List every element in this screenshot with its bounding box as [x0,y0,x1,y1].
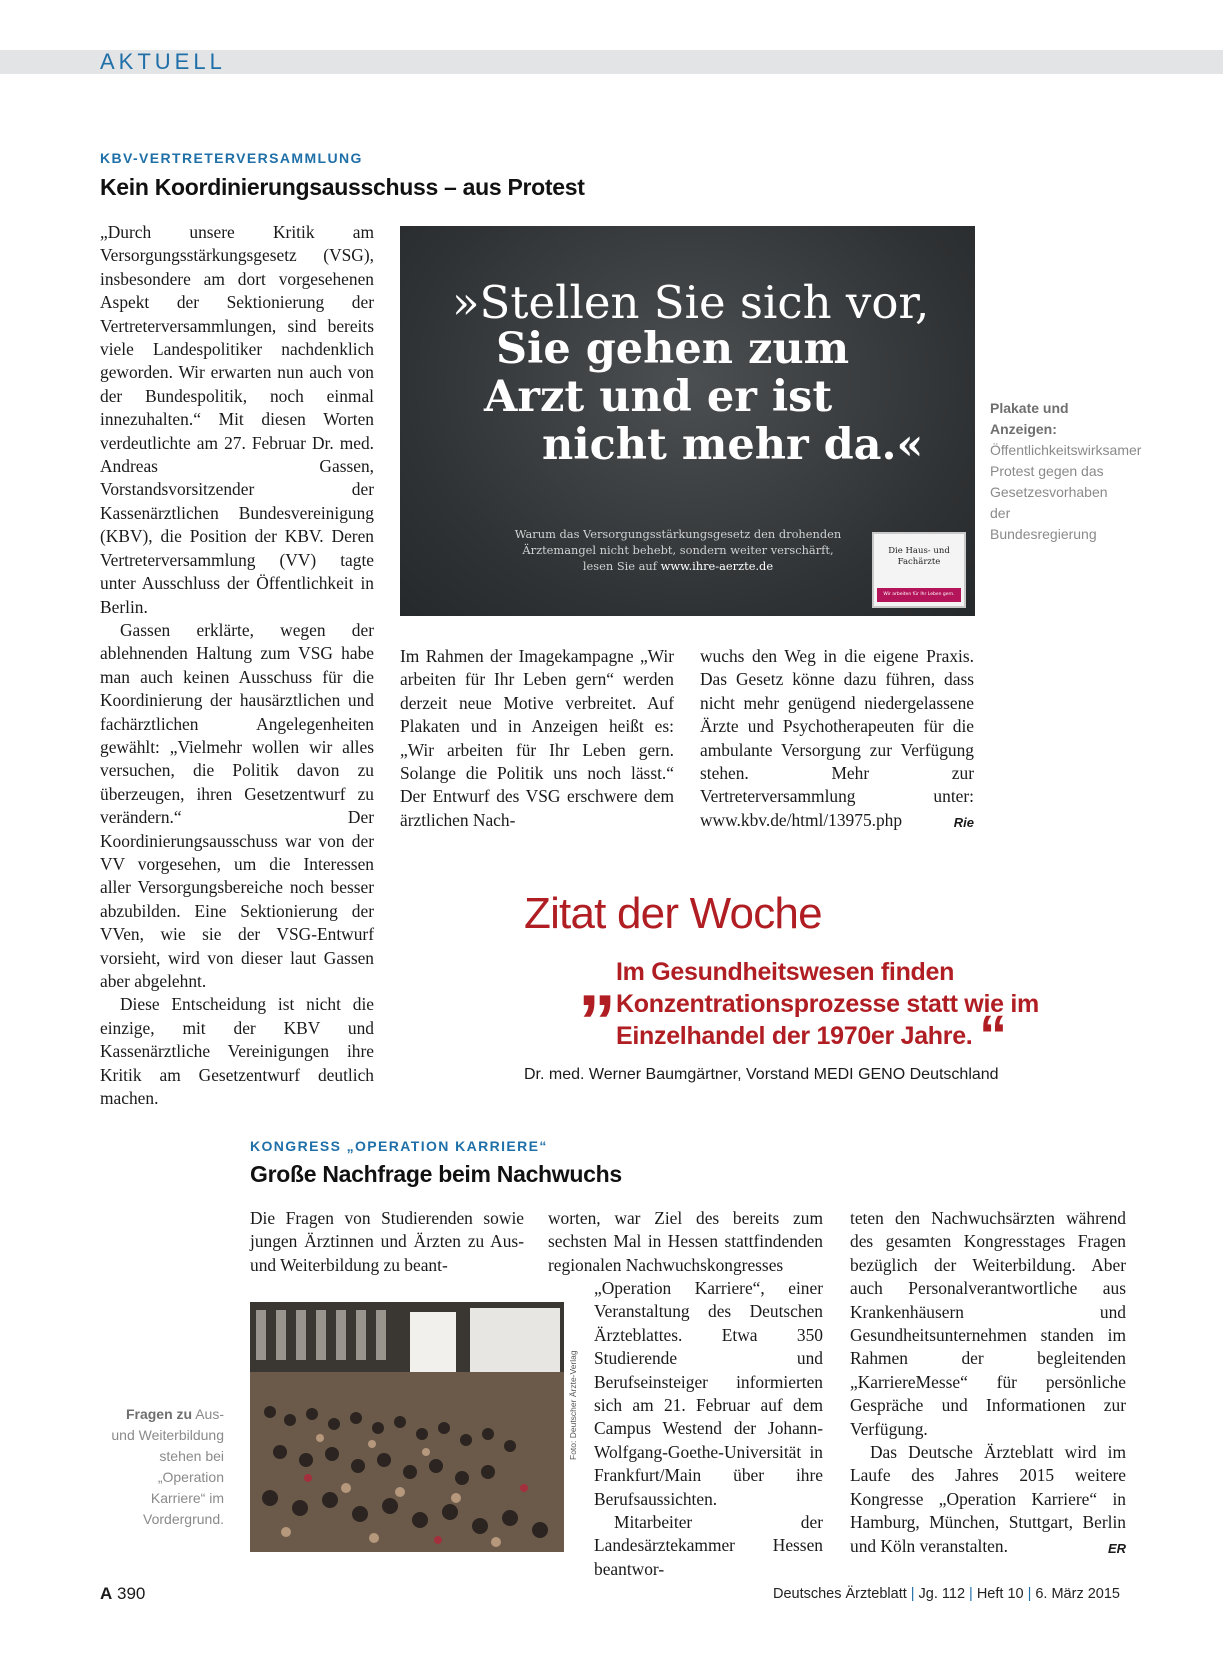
article1-column-1 [100,221,374,1110]
quote-text-body: Im Gesundheitswesen finden Konzentrationsprozesse statt wie im Einzelhandel der 1970er Jahre. [616,958,1039,1050]
article2-paragraph: „Operation Karriere“, einer Veranstaltung des Deutschen Ärzteblattes. Etwa 350 Studierende und Berufseinsteiger informierten sich am 21. Februar auf dem Campus Westend der Johann-Wolfgang-Goethe-Universität in Frankfurt/Main über ihre Berufsaussichten. [594,1278,823,1509]
poster-caption [990,398,1142,545]
article2-column-3 [850,1207,1126,1560]
article2-column-2-top [548,1207,823,1277]
caption-text: Öffentlichkeitswirksamer Protest gegen das Gesetzesvorhaben der Bundesregierung [990,442,1142,542]
section-label: AKTUELL [100,49,226,74]
page-number [100,1584,145,1604]
page-prefix: A [100,1584,113,1603]
footer-date: 6. März 2015 [1035,1586,1120,1602]
article1-paragraph [700,645,974,832]
quote-text [616,956,1076,1066]
poster-headline-line: Sie gehen zum [496,324,850,374]
article1-paragraph: Im Rahmen der Imagekampagne „Wir arbeiten für Ihr Leben gern“ werden derzeit neue Motive verbreitet. Auf Plakaten und in Anzeigen heißt es: „Wir arbeiten für Ihr Leben gern. Solange die Politik uns noch lässt.“ Der Entwurf des VSG erschwere dem ärztlichen Nach- [400,646,674,830]
poster-badge-line: Fachärzte [897,557,941,567]
article1-paragraph-text: wuchs den Weg in die eigene Praxis. Das Gesetz könne dazu führen, dass nicht mehr genügend niedergelassene Ärzte und Psychotherapeuten für die ambulante Versorgung zur Verfügung stehen. Mehr zur Vertreterversammlung unter: www.kbv.de/html/13975.php [700,646,974,830]
poster-badge-line: Die Haus- und [888,546,950,556]
congress-photo-caption [100,1404,224,1530]
poster-subtext-line: Warum das Versorgungsstärkungsgesetz den drohenden [514,527,842,541]
article2-column-1 [250,1207,524,1277]
poster-subtext-line: Ärztemangel nicht behebt, sondern weiter verschärft, [522,543,834,557]
caption-lead: Fragen zu [125,1406,193,1422]
article2-kicker: KONGRESS „OPERATION KARRIERE“ [250,1138,548,1154]
footer-separator: | [1027,1586,1032,1602]
quote-open-mark: „ [578,937,616,1022]
poster-url: www.ihre-aerzte.de [660,559,774,573]
article1-paragraph: Diese Entscheidung ist nicht die einzige, mit der KBV und Kassenärztliche Vereinigungen ihre Kritik am Gesetzentwurf deutlich machen. [100,994,374,1109]
poster-badge-title [874,546,964,568]
photo-credit: Foto: Deutscher Ärzte-Verlag [568,1350,578,1460]
poster-subtext-lead: lesen Sie auf [582,559,661,573]
campaign-poster [400,226,975,616]
footer-volume: Jg. 112 [918,1586,966,1602]
congress-photo-illustration [250,1302,564,1552]
article2-headline: Große Nachfrage beim Nachwuchs [250,1161,622,1187]
poster-badge-slogan: Wir arbeiten für Ihr Leben gern. [877,588,961,602]
article1-signature: Rie [953,814,974,830]
quote-title: Zitat der Woche [524,889,822,938]
article1-column-2 [400,645,674,832]
congress-photo [250,1302,564,1552]
footer-separator: | [969,1586,973,1602]
poster-logo-badge [872,532,966,608]
footer-meta [773,1586,1120,1602]
article2-paragraph: Mitarbeiter der Landesärztekammer Hessen beantwor- [594,1512,823,1579]
article1-paragraph: Gassen erklärte, wegen der ablehnenden Haltung zum VSG habe man auch keinen Ausschuss für die Koordinierung der hausärztlichen und fachärztlichen Angelegenheiten gewählt: „Vielmehr wollen wir alles versuchen, die Politik davon zu überzeugen, ihren Gesetzentwurf zu verändern.“ Der Koordinierungsausschuss war von der VV vorgesehen, um die Interessen aller Versorgungsbereiche noch besser abzubilden. Eine Sektionierung der VVen, wie sie der VSG-Entwurf vorsieht, wird von dieser laut Gassen aber abgelehnt. [100,619,374,991]
poster-headline-line: »Stellen Sie sich vor, [452,276,930,329]
article2-paragraph: Die Fragen von Studierenden sowie jungen Ärztinnen und Ärzten zu Aus- und Weiterbildung zu beant- [250,1208,524,1275]
poster-subtext-line [508,558,848,574]
article1-paragraph: „Durch unsere Kritik am Versorgungsstärkungsgesetz (VSG), insbesondere am dort vorgesehenen Aspekt der Sektionierung der Vertreterversammlungen, sind bereits viele Landespolitiker nachdenklich geworden. Wir erwarten nun auch von der Bundespolitik, noch einmal innezuhalten.“ Mit diesen Worten verdeutlichte am 27. Februar Dr. med. Andreas Gassen, Vorstandsvorsitzender der Kassenärztlichen Bundesvereinigung (KBV), die Position der KBV. Deren Vertreterversammlung (VV) tagte unter Ausschluss der Öffentlichkeit in Berlin. [100,222,374,617]
poster-headline-line: Arzt und er ist [484,372,833,422]
article2-signature: ER [1107,1540,1126,1556]
page-number-value: 390 [117,1584,146,1603]
footer-separator: | [910,1586,915,1602]
article1-column-3 [700,645,974,834]
footer-issue: Heft 10 [976,1586,1024,1602]
quote-close-mark: “ [979,1003,1007,1066]
article1-kicker: KBV-VERTRETERVERSAMMLUNG [100,150,363,166]
article2-paragraph: worten, war Ziel des bereits zum sechsten Mal in Hessen stattfindenden regionalen Nachwuchskongresses [548,1208,823,1275]
poster-headline-line: nicht mehr da.« [542,420,924,470]
article2-paragraph [850,1441,1126,1558]
poster-subtext [508,526,848,574]
article2-paragraph: teten den Nachwuchsärzten während des gesamten Kongresstages Fragen bezüglich der Weiterbildung. Aber auch Personalverantwortliche aus Krankenhäusern und Gesundheitsunternehmen standen im Rahmen der begleitenden „KarriereMesse“ für persönliche Gespräche und Informationen zur Verfügung. [850,1208,1126,1439]
article2-paragraph-text: Das Deutsche Ärzteblatt wird im Laufe des Jahres 2015 weitere Kongresse „Operation Karriere“ in Hamburg, München, Stuttgart, Berlin und Köln veranstalten. [850,1442,1126,1556]
article1-headline: Kein Koordinierungsausschuss – aus Protest [100,174,585,200]
quote-author: Dr. med. Werner Baumgärtner, Vorstand MEDI GENO Deutschland [524,1066,999,1083]
footer-journal: Deutsches Ärzteblatt [772,1586,907,1602]
caption-text: Aus- und Weiterbildung stehen bei „Operation Karriere“ im Vordergrund. [111,1406,224,1527]
article2-column-2-bottom [594,1277,823,1581]
caption-lead: Plakate und Anzeigen: [990,400,1069,437]
